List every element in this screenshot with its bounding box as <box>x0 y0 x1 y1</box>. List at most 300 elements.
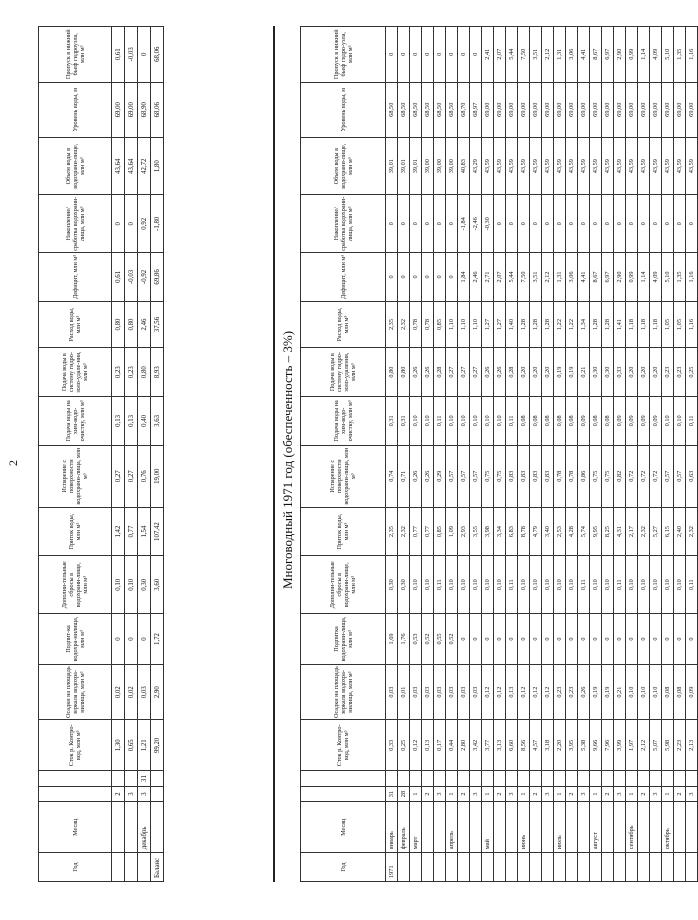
cell-ash-removal: 0,20 <box>530 348 542 397</box>
cell-precipitation: 0,12 <box>482 664 494 719</box>
cell-chem-treatment: 0,10 <box>458 397 470 446</box>
cell-month <box>578 802 590 853</box>
table-row <box>686 27 698 882</box>
table-row <box>151 27 164 882</box>
cell-downstream-release: 2,12 <box>542 27 554 83</box>
cell-precipitation: 0,19 <box>602 664 614 719</box>
cell-water-level: 69,00 <box>566 82 578 137</box>
cell-deficit: 0 <box>386 253 398 302</box>
cell-water-level: 69,00 <box>674 82 686 137</box>
cell-downstream-release: 0 <box>434 27 446 83</box>
table-row <box>530 27 542 882</box>
cell-precipitation: 0,26 <box>578 664 590 719</box>
cell-consumption: 1,22 <box>554 301 566 348</box>
cell-reservoir-volume: 39,00 <box>434 137 446 195</box>
cell-water-level: 68,06 <box>151 82 164 137</box>
cell-evaporation: 0,29 <box>434 445 446 507</box>
cell-chem-treatment: 0,10 <box>482 397 494 446</box>
cell-deficit: 1,14 <box>638 253 650 302</box>
cell-evaporation: 0,57 <box>662 445 674 507</box>
cell-storage-change: -1,84 <box>458 195 470 253</box>
cell-runoff: 9,66 <box>590 720 602 771</box>
cell-evaporation: 0,26 <box>422 445 434 507</box>
table-row <box>518 27 530 882</box>
cell-extra-discharge: 0,10 <box>446 556 458 614</box>
cell-ash-removal: 0,27 <box>446 348 458 397</box>
table-row <box>554 27 566 882</box>
cell-water-level: 68,50 <box>386 82 398 137</box>
cell-decade: 2 <box>458 786 470 802</box>
cell-reservoir-volume: 43,59 <box>602 137 614 195</box>
header-runoff: Сток р. Контро-вод, млн м³ <box>301 720 386 771</box>
cell-runoff: 4,57 <box>530 720 542 771</box>
cell-evaporation: 0,74 <box>386 445 398 507</box>
cell-ash-removal: 0,28 <box>506 348 518 397</box>
cell-precipitation: 0,08 <box>674 664 686 719</box>
cell-storage-change: 0 <box>674 195 686 253</box>
cell-downstream-release: 4,41 <box>578 27 590 83</box>
cell-extra-discharge: 0,11 <box>578 556 590 614</box>
table2-title: Многоводный 1971 год (обеспеченность – 3%) <box>280 330 295 590</box>
cell-water-level: 68,50 <box>446 82 458 137</box>
cell-deficit: 5,44 <box>506 253 518 302</box>
cell-downstream-release: 0 <box>410 27 422 83</box>
cell-ash-removal: 0,26 <box>410 348 422 397</box>
cell-storage-change: 0 <box>566 195 578 253</box>
cell-inflow: 8,78 <box>518 507 530 556</box>
cell-days <box>518 771 530 787</box>
cell-chem-treatment: 0,08 <box>554 397 566 446</box>
cell-downstream-release: 0 <box>386 27 398 83</box>
cell-chem-treatment: 0,08 <box>542 397 554 446</box>
cell-inflow: 6,15 <box>662 507 674 556</box>
cell-month <box>422 802 434 853</box>
cell-decade: 3 <box>470 786 482 802</box>
cell-consumption: 1,05 <box>674 301 686 348</box>
cell-storage-change: 0 <box>518 195 530 253</box>
cell-consumption: 1,18 <box>650 301 662 348</box>
cell-days <box>590 771 602 787</box>
cell-precipitation: 0,10 <box>626 664 638 719</box>
cell-days <box>446 771 458 787</box>
cell-downstream-release: 0 <box>470 27 482 83</box>
table-row <box>506 27 518 882</box>
cell-consumption: 1,28 <box>518 301 530 348</box>
cell-days <box>398 771 410 787</box>
cell-evaporation: 0,75 <box>590 445 602 507</box>
cell-feed: 0 <box>614 614 626 665</box>
cell-water-level: 69,00 <box>112 82 125 137</box>
cell-consumption: 0,80 <box>112 301 125 348</box>
cell-ash-removal: 0,19 <box>566 348 578 397</box>
cell-reservoir-volume: 43,59 <box>626 137 638 195</box>
cell-feed: 0 <box>506 614 518 665</box>
cell-ash-removal: 0,20 <box>638 348 650 397</box>
cell-month <box>151 802 164 853</box>
cell-precipitation: 0,03 <box>434 664 446 719</box>
cell-water-level: 69,00 <box>125 82 138 137</box>
cell-runoff: 3,42 <box>470 720 482 771</box>
cell-deficit: 0 <box>434 253 446 302</box>
cell-reservoir-volume: 42,72 <box>138 137 151 195</box>
cell-evaporation: 0,83 <box>542 445 554 507</box>
cell-extra-discharge: 0,10 <box>542 556 554 614</box>
cell-inflow: 4,31 <box>614 507 626 556</box>
cell-inflow: 107,42 <box>151 507 164 556</box>
cell-year <box>554 853 566 882</box>
cell-month: июнь <box>518 802 530 853</box>
cell-deficit: 0 <box>446 253 458 302</box>
cell-inflow: 2,40 <box>674 507 686 556</box>
cell-storage-change: 0 <box>662 195 674 253</box>
cell-deficit: 1,31 <box>554 253 566 302</box>
cell-feed: 0 <box>686 614 698 665</box>
cell-deficit: 5,10 <box>662 253 674 302</box>
cell-inflow: 2,35 <box>386 507 398 556</box>
cell-storage-change: 0 <box>650 195 662 253</box>
cell-month <box>125 802 138 853</box>
table-row <box>386 27 398 882</box>
cell-water-level: 68,70 <box>458 82 470 137</box>
cell-decade: 2 <box>674 786 686 802</box>
table-row <box>422 27 434 882</box>
cell-year <box>614 853 626 882</box>
cell-consumption: 1,34 <box>578 301 590 348</box>
cell-year <box>566 853 578 882</box>
cell-evaporation: 0,27 <box>112 445 125 507</box>
cell-inflow: 3,34 <box>494 507 506 556</box>
cell-consumption: 1,27 <box>494 301 506 348</box>
cell-inflow: 5,27 <box>650 507 662 556</box>
cell-chem-treatment: 0,08 <box>530 397 542 446</box>
cell-storage-change: 0 <box>506 195 518 253</box>
cell-reservoir-volume: 39,01 <box>410 137 422 195</box>
cell-feed: 0 <box>626 614 638 665</box>
cell-inflow: 3,40 <box>542 507 554 556</box>
cell-ash-removal: 0,27 <box>458 348 470 397</box>
cell-runoff: 0,13 <box>422 720 434 771</box>
cell-feed: 0 <box>470 614 482 665</box>
cell-downstream-release: 2,90 <box>614 27 626 83</box>
cell-year <box>470 853 482 882</box>
cell-year <box>590 853 602 882</box>
table-row <box>590 27 602 882</box>
cell-chem-treatment: 0,08 <box>590 397 602 446</box>
cell-month <box>674 802 686 853</box>
cell-reservoir-volume: 39,00 <box>446 137 458 195</box>
header-ash-removal: Подача воды в систему гидро-золо-удале-ния, млн м³ <box>39 348 112 397</box>
cell-storage-change: 0 <box>386 195 398 253</box>
cell-chem-treatment: 0,11 <box>506 397 518 446</box>
cell-days <box>602 771 614 787</box>
cell-extra-discharge: 0,10 <box>518 556 530 614</box>
cell-runoff: 5,98 <box>662 720 674 771</box>
cell-runoff: 0,25 <box>398 720 410 771</box>
cell-ash-removal: 0,20 <box>650 348 662 397</box>
cell-evaporation: 0,57 <box>674 445 686 507</box>
cell-days <box>422 771 434 787</box>
cell-inflow: 3,98 <box>482 507 494 556</box>
cell-month <box>542 802 554 853</box>
cell-chem-treatment: 0,13 <box>112 397 125 446</box>
header-days <box>39 771 112 787</box>
cell-year <box>602 853 614 882</box>
cell-downstream-release: 0,99 <box>626 27 638 83</box>
cell-deficit: 2,90 <box>614 253 626 302</box>
cell-feed: 0 <box>578 614 590 665</box>
cell-ash-removal: 0,23 <box>112 348 125 397</box>
cell-month <box>602 802 614 853</box>
cell-month: февраль <box>398 802 410 853</box>
cell-month: декабрь <box>138 802 151 853</box>
cell-water-level: 69,00 <box>530 82 542 137</box>
cell-storage-change: 0 <box>542 195 554 253</box>
cell-runoff: 3,99 <box>614 720 626 771</box>
cell-extra-discharge: 0,10 <box>674 556 686 614</box>
cell-runoff: 3,77 <box>482 720 494 771</box>
cell-storage-change: 0 <box>686 195 698 253</box>
cell-evaporation: 0,82 <box>614 445 626 507</box>
table-row <box>638 27 650 882</box>
cell-feed: 0 <box>542 614 554 665</box>
cell-deficit: 1,16 <box>686 253 698 302</box>
table-row <box>650 27 662 882</box>
table-row <box>138 27 151 882</box>
cell-runoff: 0,65 <box>125 720 138 771</box>
cell-water-level: 68,97 <box>470 82 482 137</box>
cell-water-level: 68,50 <box>398 82 410 137</box>
cell-water-level: 69,00 <box>614 82 626 137</box>
cell-precipitation: 0,02 <box>112 664 125 719</box>
cell-decade: 1 <box>626 786 638 802</box>
cell-inflow: 2,17 <box>626 507 638 556</box>
cell-runoff: 7,96 <box>602 720 614 771</box>
cell-consumption: 1,40 <box>506 301 518 348</box>
cell-chem-treatment: 0,10 <box>446 397 458 446</box>
cell-deficit: 6,97 <box>602 253 614 302</box>
cell-ash-removal: 0,33 <box>614 348 626 397</box>
cell-year <box>125 853 138 882</box>
cell-year <box>506 853 518 882</box>
cell-downstream-release: -0,03 <box>125 27 138 83</box>
header-year: Год <box>39 853 112 882</box>
cell-storage-change: 0 <box>410 195 422 253</box>
cell-downstream-release: 1,16 <box>686 27 698 83</box>
cell-inflow: 4,79 <box>530 507 542 556</box>
cell-chem-treatment: 0,11 <box>434 397 446 446</box>
header-water-level: Уровень воды, м <box>301 82 386 137</box>
cell-extra-discharge: 0,11 <box>686 556 698 614</box>
cell-reservoir-volume: 43,59 <box>482 137 494 195</box>
header-storage-change: Накопление/ сработка водохрани-лища, млн м³ <box>39 195 112 253</box>
cell-inflow: 8,25 <box>602 507 614 556</box>
cell-deficit: 4,09 <box>650 253 662 302</box>
cell-evaporation: 19,00 <box>151 445 164 507</box>
cell-inflow: 2,93 <box>458 507 470 556</box>
cell-chem-treatment: 0,11 <box>686 397 698 446</box>
cell-days <box>542 771 554 787</box>
cell-chem-treatment: 3,63 <box>151 397 164 446</box>
cell-evaporation: 0,78 <box>554 445 566 507</box>
cell-consumption: 2,35 <box>386 301 398 348</box>
cell-ash-removal: 0,25 <box>686 348 698 397</box>
table-row <box>125 27 138 882</box>
cell-chem-treatment: 0,09 <box>626 397 638 446</box>
cell-consumption: 37,56 <box>151 301 164 348</box>
cell-storage-change: 0 <box>638 195 650 253</box>
cell-precipitation: 0,03 <box>470 664 482 719</box>
cell-month <box>112 802 125 853</box>
cell-consumption: 1,05 <box>662 301 674 348</box>
cell-ash-removal: 0,26 <box>422 348 434 397</box>
cell-storage-change: 0 <box>554 195 566 253</box>
table-row <box>674 27 686 882</box>
cell-chem-treatment: 0,08 <box>518 397 530 446</box>
cell-extra-discharge: 0,10 <box>494 556 506 614</box>
cell-precipitation: 0,03 <box>422 664 434 719</box>
cell-consumption: 1,27 <box>482 301 494 348</box>
cell-reservoir-volume: 43,59 <box>674 137 686 195</box>
cell-downstream-release: 5,44 <box>506 27 518 83</box>
header-storage-change: Накопление/ сработка водохрани-лища, млн м³ <box>301 195 386 253</box>
cell-water-level: 69,00 <box>602 82 614 137</box>
cell-reservoir-volume: 43,59 <box>542 137 554 195</box>
cell-decade: 1 <box>590 786 602 802</box>
cell-precipitation: 0,19 <box>590 664 602 719</box>
cell-days <box>674 771 686 787</box>
cell-inflow: 0,85 <box>434 507 446 556</box>
cell-ash-removal: 0,23 <box>125 348 138 397</box>
header-deficit: Дефицит, млн м³ <box>39 253 112 302</box>
cell-evaporation: 0,83 <box>506 445 518 507</box>
cell-chem-treatment: 0,10 <box>422 397 434 446</box>
water-balance-table-1971 <box>300 26 698 882</box>
cell-deficit: 3,06 <box>566 253 578 302</box>
cell-chem-treatment: 0,31 <box>398 397 410 446</box>
cell-chem-treatment: 0,08 <box>566 397 578 446</box>
header-month: Месяц <box>39 802 112 853</box>
cell-reservoir-volume: 43,59 <box>506 137 518 195</box>
cell-feed: 0,52 <box>422 614 434 665</box>
cell-reservoir-volume: 43,59 <box>662 137 674 195</box>
cell-consumption: 0,80 <box>125 301 138 348</box>
cell-consumption: 1,28 <box>542 301 554 348</box>
table-row <box>470 27 482 882</box>
cell-days <box>470 771 482 787</box>
cell-storage-change: 0,92 <box>138 195 151 253</box>
cell-runoff: 2,20 <box>554 720 566 771</box>
cell-year <box>626 853 638 882</box>
cell-ash-removal: 0,30 <box>602 348 614 397</box>
cell-days <box>458 771 470 787</box>
cell-inflow: 2,53 <box>554 507 566 556</box>
cell-downstream-release: 0 <box>446 27 458 83</box>
cell-water-level: 69,00 <box>626 82 638 137</box>
cell-precipitation: 0,10 <box>638 664 650 719</box>
cell-consumption: 1,41 <box>614 301 626 348</box>
cell-ash-removal: 0,80 <box>138 348 151 397</box>
cell-year <box>686 853 698 882</box>
cell-extra-discharge: 0,30 <box>398 556 410 614</box>
cell-precipitation: 0,12 <box>542 664 554 719</box>
cell-downstream-release: 2,41 <box>482 27 494 83</box>
header-consumption: Расход воды, млн м³ <box>39 301 112 348</box>
cell-feed: 0 <box>482 614 494 665</box>
cell-days <box>506 771 518 787</box>
cell-runoff: 2,13 <box>686 720 698 771</box>
cell-runoff: 0,12 <box>410 720 422 771</box>
cell-feed: 0,53 <box>410 614 422 665</box>
cell-days <box>686 771 698 787</box>
cell-year <box>674 853 686 882</box>
cell-month: май <box>482 802 494 853</box>
cell-runoff: 2,12 <box>638 720 650 771</box>
cell-decade: 2 <box>530 786 542 802</box>
cell-precipitation: 0,12 <box>530 664 542 719</box>
cell-runoff: 5,07 <box>650 720 662 771</box>
cell-downstream-release: 1,35 <box>674 27 686 83</box>
header-runoff: Сток р. Контро-вод, млн м³ <box>39 720 112 771</box>
header-consumption: Расход воды, млн м³ <box>301 301 386 348</box>
cell-water-level: 69,00 <box>578 82 590 137</box>
cell-deficit: 0 <box>422 253 434 302</box>
header-extra-discharge: Дополни-тельные сбросы в водохрани-лище, млн м³ <box>301 556 386 614</box>
cell-year <box>482 853 494 882</box>
cell-evaporation: 0,57 <box>458 445 470 507</box>
cell-runoff: 1,21 <box>138 720 151 771</box>
cell-chem-treatment: 0,10 <box>470 397 482 446</box>
cell-downstream-release: 0 <box>422 27 434 83</box>
cell-precipitation: 0,08 <box>662 664 674 719</box>
cell-precipitation: 0,21 <box>614 664 626 719</box>
cell-inflow: 6,83 <box>506 507 518 556</box>
cell-runoff: 3,18 <box>542 720 554 771</box>
cell-decade: 28 <box>398 786 410 802</box>
cell-reservoir-volume: 43,59 <box>686 137 698 195</box>
section-divider <box>273 26 275 882</box>
cell-reservoir-volume: 43,64 <box>125 137 138 195</box>
cell-water-level: 68,50 <box>422 82 434 137</box>
cell-consumption: 0,78 <box>410 301 422 348</box>
cell-month <box>506 802 518 853</box>
cell-evaporation: 0,83 <box>518 445 530 507</box>
cell-decade <box>151 786 164 802</box>
cell-ash-removal: 0,26 <box>494 348 506 397</box>
cell-evaporation: 0,72 <box>638 445 650 507</box>
cell-feed: 1,72 <box>151 614 164 665</box>
cell-reservoir-volume: 43,59 <box>590 137 602 195</box>
cell-chem-treatment: 0,09 <box>614 397 626 446</box>
table-row <box>458 27 470 882</box>
cell-deficit: 69,86 <box>151 253 164 302</box>
cell-year <box>530 853 542 882</box>
cell-precipitation: 0,03 <box>138 664 151 719</box>
cell-runoff: 1,30 <box>112 720 125 771</box>
cell-decade: 2 <box>112 786 125 802</box>
cell-evaporation: 0,27 <box>125 445 138 507</box>
cell-water-level: 69,00 <box>518 82 530 137</box>
cell-storage-change: 0 <box>422 195 434 253</box>
cell-extra-discharge: 3,60 <box>151 556 164 614</box>
cell-runoff: 1,97 <box>626 720 638 771</box>
cell-chem-treatment: 0,40 <box>138 397 151 446</box>
cell-consumption: 2,32 <box>398 301 410 348</box>
cell-year <box>434 853 446 882</box>
cell-decade: 1 <box>662 786 674 802</box>
cell-water-level: 69,00 <box>650 82 662 137</box>
cell-precipitation: 0,23 <box>554 664 566 719</box>
cell-extra-discharge: 0,10 <box>112 556 125 614</box>
